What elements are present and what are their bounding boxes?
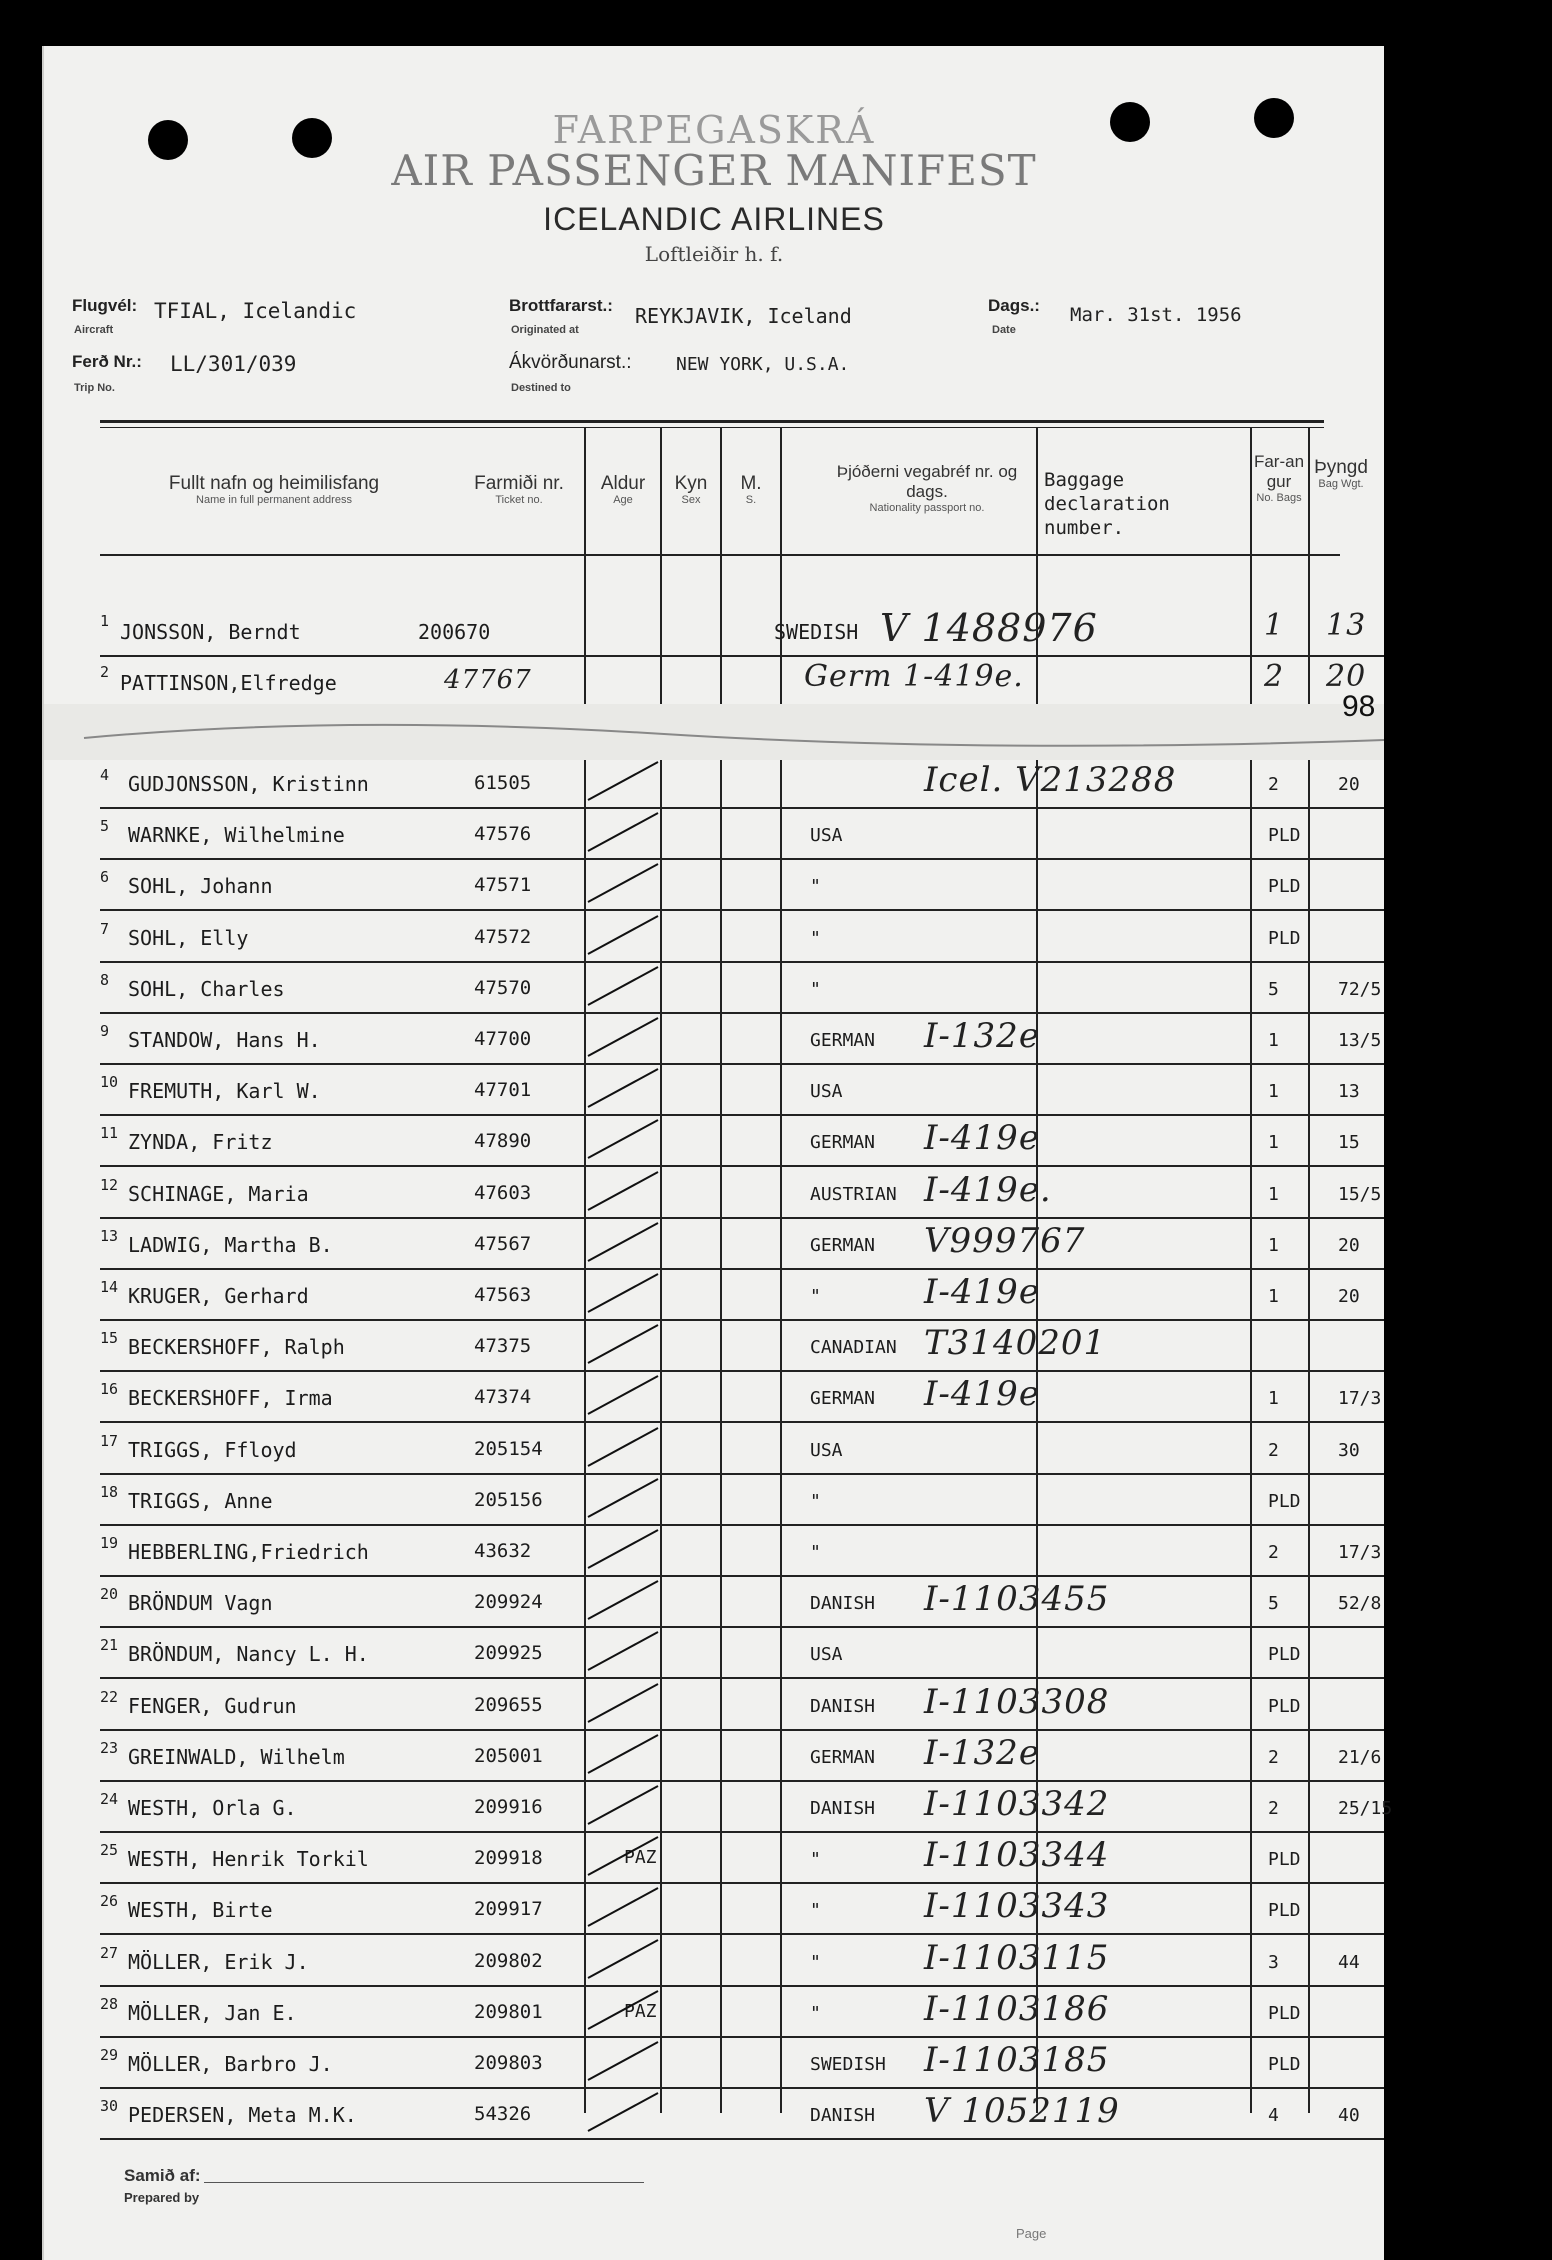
check-mark-icon	[584, 1368, 664, 1420]
check-mark-icon	[584, 1061, 664, 1113]
bag-count: 2	[1264, 659, 1285, 694]
ticket-number: 205156	[474, 1488, 543, 1511]
table-row	[44, 1014, 1384, 1065]
bag-count: PLD	[1268, 825, 1301, 847]
aircraft-label: Flugvél:	[72, 296, 138, 315]
table-row	[44, 657, 1384, 708]
col-weight-label-en: Bag Wgt.	[1318, 478, 1364, 490]
ticket-number: 209916	[474, 1796, 543, 1818]
col-ticket-header	[454, 474, 584, 507]
nationality: "	[810, 1951, 821, 1973]
row-number: 8	[100, 970, 110, 989]
row-number: 22	[100, 1687, 119, 1706]
nationality: "	[810, 927, 821, 949]
passport-number: I-1103344	[924, 1835, 1110, 1876]
check-mark-icon	[584, 1010, 664, 1062]
table-row	[44, 963, 1384, 1014]
col-bags-header	[1250, 452, 1308, 505]
col-sex-label: Kyn	[674, 473, 708, 494]
passenger-name: MÖLLER, Erik J.	[128, 1949, 309, 1974]
bag-weight: 25/15	[1338, 1798, 1393, 1819]
passenger-name: PEDERSEN, Meta M.K.	[128, 2103, 357, 2128]
table-row	[44, 1321, 1384, 1372]
table-row	[44, 1884, 1384, 1935]
bag-count: 2	[1268, 1746, 1279, 1768]
passenger-name: PATTINSON,Elfredge	[120, 671, 337, 695]
col-baggage-decl-header	[1044, 468, 1244, 540]
passport-number: I-419e	[924, 1272, 1040, 1312]
col-nationality-label-en: Nationality passport no.	[869, 502, 985, 514]
nationality: DANISH	[810, 1593, 876, 1615]
nationality: "	[810, 1286, 821, 1307]
age-note: PAZ	[624, 2000, 657, 2022]
row-number: 13	[100, 1226, 119, 1245]
bag-count: 1	[1268, 1286, 1279, 1307]
table-row	[44, 1168, 1384, 1219]
passport-number: I-419e	[924, 1374, 1040, 1415]
col-name-label-en: Name in full permanent address	[196, 494, 352, 506]
passport-number: V 1052119	[924, 2091, 1120, 2132]
col-ms-header	[722, 474, 780, 507]
passenger-name: BRÖNDUM Vagn	[128, 1591, 273, 1616]
bag-weight: 21/6	[1338, 1746, 1382, 1768]
row-number: 19	[100, 1534, 119, 1552]
bag-count: 5	[1268, 978, 1279, 1000]
table-row	[44, 2089, 1384, 2140]
bag-count: 2	[1268, 1542, 1279, 1563]
passport-number: I-1103308	[924, 1681, 1110, 1722]
ticket-number: 209802	[474, 1949, 543, 1972]
col-bags-label: Far-angur	[1253, 452, 1305, 491]
passport-number: I-419e	[924, 1118, 1040, 1159]
row-number: 7	[100, 919, 110, 938]
aircraft-label-en: Aircraft	[74, 324, 114, 336]
col-name-label: Fullt nafn og heimilisfang	[168, 473, 380, 494]
bag-count: PLD	[1268, 1644, 1301, 1666]
origin-label-en: Originated at	[511, 324, 579, 336]
passenger-name: SOHL, Johann	[128, 874, 273, 899]
table-row	[44, 1577, 1384, 1628]
ticket-number: 61505	[474, 772, 532, 794]
passport-number: I-1103186	[924, 1988, 1110, 2029]
bag-weight: 13/5	[1338, 1030, 1382, 1051]
passport-number: I-419e.	[924, 1169, 1052, 1210]
row-number: 25	[100, 1841, 119, 1860]
check-mark-icon	[584, 1471, 664, 1523]
check-mark-icon	[584, 856, 664, 908]
table-row	[44, 1680, 1384, 1731]
bag-count: 2	[1268, 774, 1279, 795]
nationality: GERMAN	[810, 1030, 876, 1051]
table-row	[44, 860, 1384, 911]
date-label: Dags.:	[988, 296, 1040, 315]
passenger-name: SOHL, Charles	[128, 976, 285, 1001]
passport-number: I-132e	[924, 1732, 1040, 1773]
bag-weight: 13	[1326, 608, 1367, 643]
nationality: "	[810, 1849, 821, 1871]
check-mark-icon	[584, 1420, 664, 1472]
table-row	[44, 912, 1384, 963]
row-number: 17	[100, 1431, 119, 1450]
ticket-number: 47567	[474, 1232, 532, 1255]
ticket-number: 209917	[474, 1898, 543, 1921]
row-number: 15	[100, 1329, 119, 1348]
nationality: CANADIAN	[810, 1337, 897, 1359]
nationality: "	[810, 2002, 821, 2024]
bag-count: 2	[1268, 1439, 1279, 1461]
table-row	[44, 1526, 1384, 1577]
table-row	[44, 1424, 1384, 1475]
ticket-number: 209924	[474, 1591, 543, 1614]
destination-value: NEW YORK, U.S.A.	[676, 354, 850, 375]
nationality: "	[810, 1900, 821, 1922]
nationality: "	[810, 1490, 821, 1512]
row-number: 18	[100, 1482, 119, 1501]
table-top-rule	[100, 420, 1324, 423]
bag-count: 1	[1268, 1081, 1279, 1103]
row-rule	[100, 2138, 1384, 2140]
row-number: 10	[100, 1073, 119, 1092]
row-number: 5	[100, 817, 110, 836]
bag-count: PLD	[1268, 2054, 1301, 2075]
ticket-number: 47701	[474, 1079, 532, 1102]
nationality: AUSTRIAN	[810, 1183, 897, 1205]
bag-weight: 17/3	[1338, 1542, 1382, 1563]
table-row	[44, 1731, 1384, 1782]
bag-weight: 44	[1338, 1951, 1360, 1973]
check-mark-icon	[584, 1573, 664, 1625]
passenger-name: BECKERSHOFF, Irma	[128, 1386, 333, 1411]
check-mark-icon	[584, 1829, 664, 1881]
check-mark-icon	[584, 1112, 664, 1164]
ticket-number: 47571	[474, 874, 532, 897]
nationality: GERMAN	[810, 1234, 876, 1256]
bag-count: 1	[1268, 1132, 1279, 1154]
table-row	[44, 1936, 1384, 1987]
bag-weight: 17/3	[1338, 1388, 1382, 1410]
bag-count: 1	[1268, 1030, 1279, 1051]
bag-count: PLD	[1268, 1849, 1301, 1871]
check-mark-icon	[584, 959, 664, 1011]
bag-weight: 20	[1338, 1286, 1360, 1307]
destination-label: Ákvörðunarst.:	[509, 352, 632, 373]
page-number: 98	[1342, 690, 1376, 723]
ticket-number: 47576	[474, 823, 532, 846]
passport-number: Germ 1-419e.	[804, 659, 1024, 694]
passenger-name: WESTH, Orla G.	[128, 1796, 297, 1820]
passenger-name: WARNKE, Wilhelmine	[128, 823, 345, 848]
table-row	[44, 1782, 1393, 1833]
check-mark-icon	[584, 1676, 664, 1728]
nationality: DANISH	[810, 1695, 876, 1717]
date-value: Mar. 31st. 1956	[1070, 304, 1242, 326]
passenger-name: WESTH, Birte	[128, 1898, 273, 1923]
nationality: USA	[810, 1439, 843, 1461]
nationality: DANISH	[810, 1798, 876, 1819]
ticket-number: 47890	[474, 1130, 532, 1153]
check-mark-icon	[584, 1983, 664, 2035]
bag-count: PLD	[1268, 876, 1301, 898]
passenger-name: MÖLLER, Jan E.	[128, 2000, 297, 2025]
ticket-number: 43632	[474, 1540, 532, 1562]
table-row	[44, 1270, 1384, 1321]
passenger-name: BECKERSHOFF, Ralph	[128, 1335, 345, 1360]
passenger-name: LADWIG, Martha B.	[128, 1232, 333, 1257]
row-number: 27	[100, 1943, 119, 1962]
col-weight-label: Þyngd	[1314, 457, 1368, 478]
col-nationality-label: Þjóðerni vegabréf nr. og dags.	[836, 462, 1018, 501]
table-top-rule	[100, 427, 1324, 428]
check-mark-icon	[584, 1215, 664, 1267]
col-ms-label: M.	[740, 473, 762, 494]
table-row	[44, 1475, 1384, 1526]
title-icelandic: FARPEGASKRÁ	[552, 108, 876, 152]
table-row	[44, 1833, 1384, 1884]
passport-number: I-132e	[924, 1016, 1040, 1056]
col-bags-label-en: No. Bags	[1256, 492, 1302, 504]
col-age-label-en: Age	[613, 494, 633, 506]
bag-count: 1	[1264, 608, 1285, 643]
row-number: 4	[100, 766, 110, 784]
passenger-name: TRIGGS, Anne	[128, 1488, 273, 1513]
row-number: 9	[100, 1022, 110, 1040]
passenger-name: JONSSON, Berndt	[120, 620, 301, 644]
nationality: "	[810, 978, 821, 1000]
col-baggage-decl-label: Baggage declaration number.	[1044, 469, 1170, 539]
trip-label-en: Trip No.	[74, 382, 115, 394]
nationality: USA	[810, 1644, 843, 1666]
passenger-name: SCHINAGE, Maria	[128, 1181, 309, 1206]
row-number: 14	[100, 1278, 119, 1296]
row-number: 16	[100, 1380, 119, 1399]
col-ms-label-en: S.	[745, 494, 757, 506]
bag-count: 5	[1268, 1593, 1279, 1615]
ticket-number: 205154	[474, 1437, 543, 1460]
bag-weight: 15/5	[1338, 1183, 1382, 1205]
row-number: 29	[100, 2046, 119, 2064]
check-mark-icon	[584, 1522, 664, 1574]
bag-weight: 15	[1338, 1132, 1360, 1154]
col-ticket-label: Farmiði nr.	[474, 473, 564, 494]
ticket-number: 47767	[444, 665, 532, 695]
nationality: GERMAN	[810, 1132, 876, 1154]
col-sex-header	[662, 474, 720, 507]
nationality: SWEDISH	[774, 620, 859, 644]
ticket-number: 209803	[474, 2052, 543, 2074]
passport-number: I-1103343	[924, 1886, 1110, 1927]
check-mark-icon	[584, 1266, 664, 1318]
check-mark-icon	[584, 1932, 664, 1984]
passenger-name: KRUGER, Gerhard	[128, 1284, 309, 1308]
passenger-name: STANDOW, Hans H.	[128, 1028, 321, 1052]
nationality: DANISH	[810, 2105, 876, 2127]
row-number: 21	[100, 1636, 119, 1655]
ticket-number: 47572	[474, 925, 532, 948]
bag-weight: 72/5	[1338, 978, 1382, 1000]
row-number: 24	[100, 1790, 119, 1808]
passenger-name: SOHL, Elly	[128, 925, 249, 950]
title-english: AIR PASSENGER MANIFEST	[391, 146, 1037, 195]
passport-number: I-1103342	[924, 1784, 1110, 1824]
col-weight-header	[1310, 458, 1372, 491]
bag-count: 2	[1268, 1798, 1279, 1819]
col-age-label: Aldur	[600, 473, 646, 494]
bag-weight: 20	[1338, 1234, 1360, 1256]
prepared-by-label: Samið af:	[124, 2166, 201, 2185]
trip-value: LL/301/039	[170, 352, 297, 376]
bag-weight: 20	[1326, 659, 1367, 694]
bag-weight: 40	[1338, 2105, 1360, 2127]
bag-count: 1	[1268, 1234, 1279, 1256]
passenger-name: WESTH, Henrik Torkil	[128, 1847, 369, 1872]
row-number: 30	[100, 2097, 119, 2116]
age-note: PAZ	[624, 1847, 657, 1869]
row-number: 23	[100, 1738, 119, 1757]
table-row	[44, 809, 1384, 860]
date-label-en: Date	[992, 324, 1016, 336]
nationality: GERMAN	[810, 1746, 876, 1768]
bag-weight: 13	[1338, 1081, 1360, 1103]
table-row	[44, 1065, 1384, 1116]
torn-edge	[44, 704, 1384, 760]
origin-label: Brottfararst.:	[509, 296, 613, 315]
passenger-name: BRÖNDUM, Nancy L. H.	[128, 1642, 369, 1667]
check-mark-icon	[584, 1880, 664, 1932]
airline-local-name: Loftleiðir h. f.	[644, 242, 784, 266]
table-row	[44, 1372, 1384, 1423]
bag-count: 1	[1268, 1388, 1279, 1410]
check-mark-icon	[584, 2085, 664, 2137]
table-row	[44, 1116, 1384, 1167]
ticket-number: 205001	[474, 1744, 543, 1767]
passenger-name: FENGER, Gudrun	[128, 1693, 297, 1718]
check-mark-icon	[584, 805, 664, 857]
bag-count: PLD	[1268, 1900, 1301, 1922]
nationality: GERMAN	[810, 1388, 876, 1410]
check-mark-icon	[584, 2034, 664, 2086]
passport-number: V 1488976	[880, 606, 1098, 650]
passport-number: I-1103455	[924, 1579, 1110, 1620]
passport-number: I-1103115	[924, 1937, 1110, 1978]
check-mark-icon	[584, 1317, 664, 1369]
passport-number: T3140201	[924, 1323, 1107, 1364]
passenger-name: HEBBERLING,Friedrich	[128, 1540, 369, 1564]
signature-line	[204, 2182, 644, 2183]
ticket-number: 54326	[474, 2103, 532, 2126]
nationality: "	[810, 1542, 821, 1563]
trip-label: Ferð Nr.:	[72, 352, 142, 371]
passenger-name: GUDJONSSON, Kristinn	[128, 772, 369, 796]
bag-count: PLD	[1268, 2002, 1301, 2024]
airline-name: ICELANDIC AIRLINES	[543, 201, 885, 237]
check-mark-icon	[584, 908, 664, 960]
bag-count: PLD	[1268, 1695, 1301, 1717]
ticket-number: 47700	[474, 1028, 532, 1050]
passenger-name: FREMUTH, Karl W.	[128, 1079, 321, 1104]
passport-number: I-1103185	[924, 2040, 1110, 2080]
nationality: "	[810, 876, 821, 898]
check-mark-icon	[584, 1727, 664, 1779]
aircraft-value: TFIAL, Icelandic	[154, 299, 357, 323]
bag-count: PLD	[1268, 1490, 1301, 1512]
bag-weight: 52/8	[1338, 1593, 1382, 1615]
manifest-sheet	[42, 46, 1393, 2260]
bag-count: 1	[1268, 1183, 1279, 1205]
ticket-number: 47374	[474, 1386, 532, 1409]
ticket-number: 47375	[474, 1335, 532, 1358]
ticket-number: 209655	[474, 1693, 543, 1716]
row-number: 6	[100, 868, 110, 887]
prepared-by-label-en: Prepared by	[124, 2190, 200, 2205]
ticket-number: 47570	[474, 976, 532, 999]
passport-number: V999767	[924, 1220, 1086, 1261]
row-number: 2	[100, 663, 110, 681]
passenger-name: GREINWALD, Wilhelm	[128, 1744, 345, 1769]
table-row	[44, 1987, 1384, 2038]
bag-weight: 20	[1338, 774, 1360, 795]
row-number: 1	[100, 612, 110, 630]
check-mark-icon	[584, 1778, 664, 1830]
col-ticket-label-en: Ticket no.	[495, 494, 543, 506]
nationality: SWEDISH	[810, 2054, 886, 2075]
passport-number: Icel. V213288	[924, 760, 1177, 800]
table-row	[44, 758, 1384, 809]
col-nationality-header	[822, 462, 1032, 515]
col-name-header	[104, 474, 444, 507]
check-mark-icon	[584, 754, 664, 806]
nationality: USA	[810, 1081, 843, 1103]
ticket-number: 209801	[474, 2000, 543, 2023]
check-mark-icon	[584, 1164, 664, 1216]
ticket-number: 47563	[474, 1284, 532, 1306]
passenger-name: MÖLLER, Barbro J.	[128, 2052, 333, 2076]
bag-count: PLD	[1268, 927, 1301, 949]
ticket-number: 209918	[474, 1847, 543, 1870]
row-number: 26	[100, 1892, 119, 1911]
passenger-name: TRIGGS, Ffloyd	[128, 1437, 297, 1462]
row-number: 11	[100, 1124, 119, 1143]
table-row	[44, 606, 1384, 657]
origin-value: REYKJAVIK, Iceland	[635, 304, 852, 328]
table-row	[44, 2038, 1384, 2089]
col-age-header	[586, 474, 660, 507]
check-mark-icon	[584, 1624, 664, 1676]
row-number: 12	[100, 1175, 119, 1194]
nationality: USA	[810, 825, 843, 847]
page-label: Page	[1016, 2226, 1047, 2241]
bag-count: 3	[1268, 1951, 1279, 1973]
table-row	[44, 1628, 1384, 1679]
passenger-name: ZYNDA, Fritz	[128, 1130, 273, 1155]
bag-count: 4	[1268, 2105, 1279, 2127]
ticket-number: 209925	[474, 1642, 543, 1665]
table-row	[44, 1219, 1384, 1270]
col-sex-label-en: Sex	[681, 494, 701, 506]
ticket-number: 47603	[474, 1181, 532, 1204]
destination-label-en: Destined to	[511, 382, 571, 394]
row-number: 28	[100, 1994, 119, 2013]
row-number: 20	[100, 1585, 119, 1604]
ticket-number: 200670	[418, 620, 491, 644]
bag-weight: 30	[1338, 1439, 1360, 1461]
